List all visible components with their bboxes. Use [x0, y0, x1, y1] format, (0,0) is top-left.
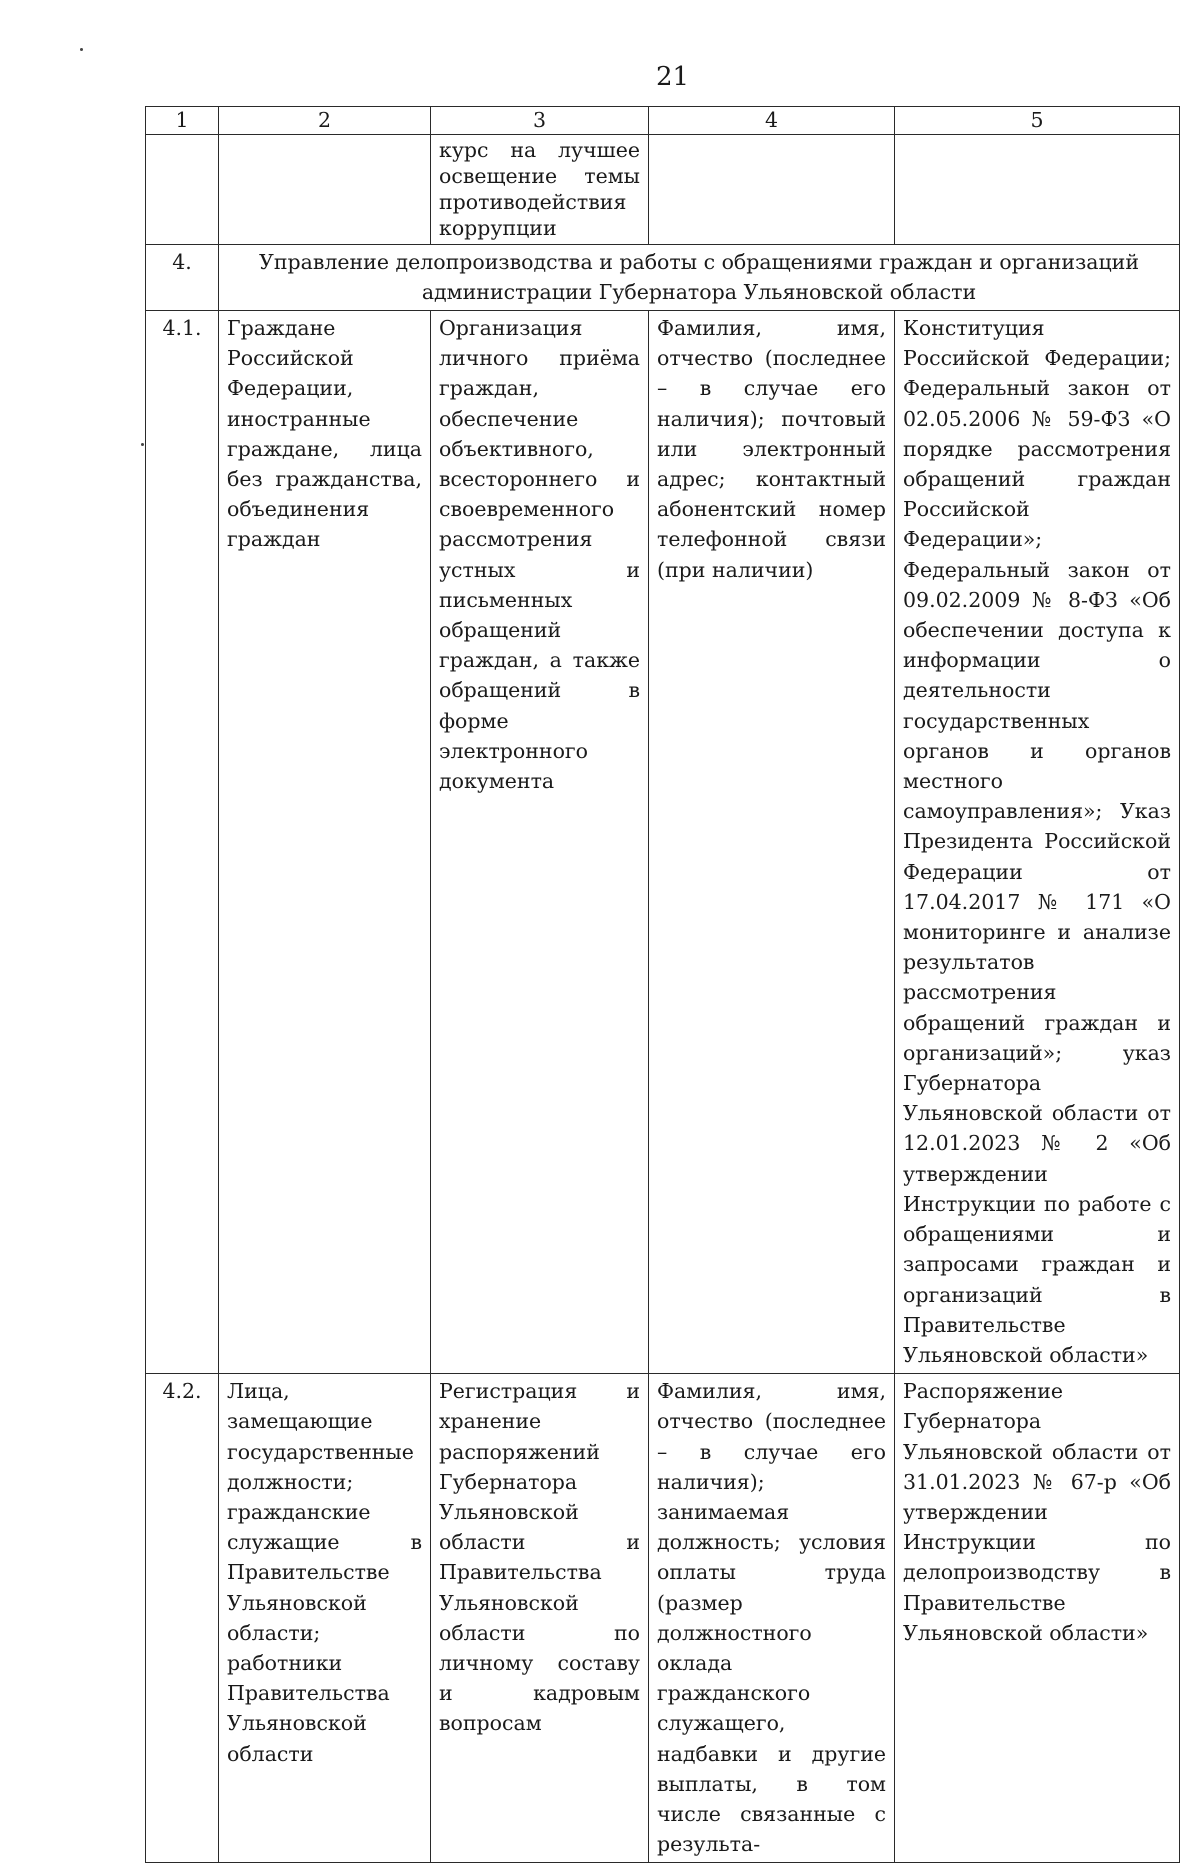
- table-row: [146, 311, 1180, 1374]
- page-number: 21: [655, 62, 690, 92]
- table-cell: курс на лучшее освещение темы противодействия коррупции: [431, 135, 649, 245]
- section-number: 4.: [146, 245, 219, 311]
- legal-basis-cell: Распоряжение Губернатора Ульяновской области от 31.01.2023 № 67-р «Об утверждении Инструкции по делопроизводству в Правительстве Ульяновской области»: [895, 1374, 1180, 1863]
- table-cell: [895, 135, 1180, 245]
- section-row: [146, 245, 1180, 311]
- data-list-cell: Фамилия, имя, отчество (последнее – в случае его наличия); почтовый или электронный адрес; контактный абонентский номер телефонной связи (при наличии): [649, 311, 895, 1374]
- processing-purpose-cell: Регистрация и хранение распоряжений Губернатора Ульяновской области и Правительства Ульяновской области по личному составу и кадровым вопросам: [431, 1374, 649, 1863]
- data-table: [145, 106, 1180, 1863]
- table-cell: [146, 135, 219, 245]
- section-title: Управление делопроизводства и работы с обращениями граждан и организаций администрации Губернатора Ульяновской области: [219, 245, 1180, 311]
- data-subjects-cell: Граждане Российской Федерации, иностранные граждане, лица без гражданства, объединения граждан: [219, 311, 431, 1374]
- row-number: 4.2.: [146, 1374, 219, 1863]
- column-header: 4: [649, 107, 895, 135]
- continuation-row: [146, 135, 1180, 245]
- column-header: 3: [431, 107, 649, 135]
- table-row: [146, 1374, 1180, 1863]
- table-cell: [219, 135, 431, 245]
- table-cell: [649, 135, 895, 245]
- scan-speck: [80, 48, 83, 51]
- row-number: 4.1.: [146, 311, 219, 1374]
- scan-speck: [141, 443, 144, 446]
- legal-basis-cell: Конституция Российской Федерации; Федеральный закон от 02.05.2006 № 59-ФЗ «О порядке рассмотрения обращений граждан Российской Федерации»; Федеральный закон от 09.02.2009 № 8-ФЗ «Об обеспечении доступа к информации о деятельности государственных органов и органов местного самоуправления»; Указ Президента Российской Федерации от 17.04.2017 № 171 «О мониторинге и анализе результатов рассмотрения обращений граждан и организаций»; указ Губернатора Ульяновской области от 12.01.2023 № 2 «Об утверждении Инструкции по работе с обращениями и запросами граждан и организаций в Правительстве Ульяновской области»: [895, 311, 1180, 1374]
- column-header: 5: [895, 107, 1180, 135]
- data-subjects-cell: Лица, замещающие государственные должности; гражданские служащие в Правительстве Ульяновской области; работники Правительства Ульяновской области: [219, 1374, 431, 1863]
- processing-purpose-cell: Организация личного приёма граждан, обеспечение объективного, всестороннего и своевременного рассмотрения устных и письменных обращений граждан, а также обращений в форме электронного документа: [431, 311, 649, 1374]
- column-header: 2: [219, 107, 431, 135]
- column-header: 1: [146, 107, 219, 135]
- data-list-cell: Фамилия, имя, отчество (последнее – в случае его наличия); занимаемая должность; условия оплаты труда (размер должностного оклада гражданского служащего, надбавки и другие выплаты, в том числе связанные с результа-: [649, 1374, 895, 1863]
- column-number-row: [146, 107, 1180, 135]
